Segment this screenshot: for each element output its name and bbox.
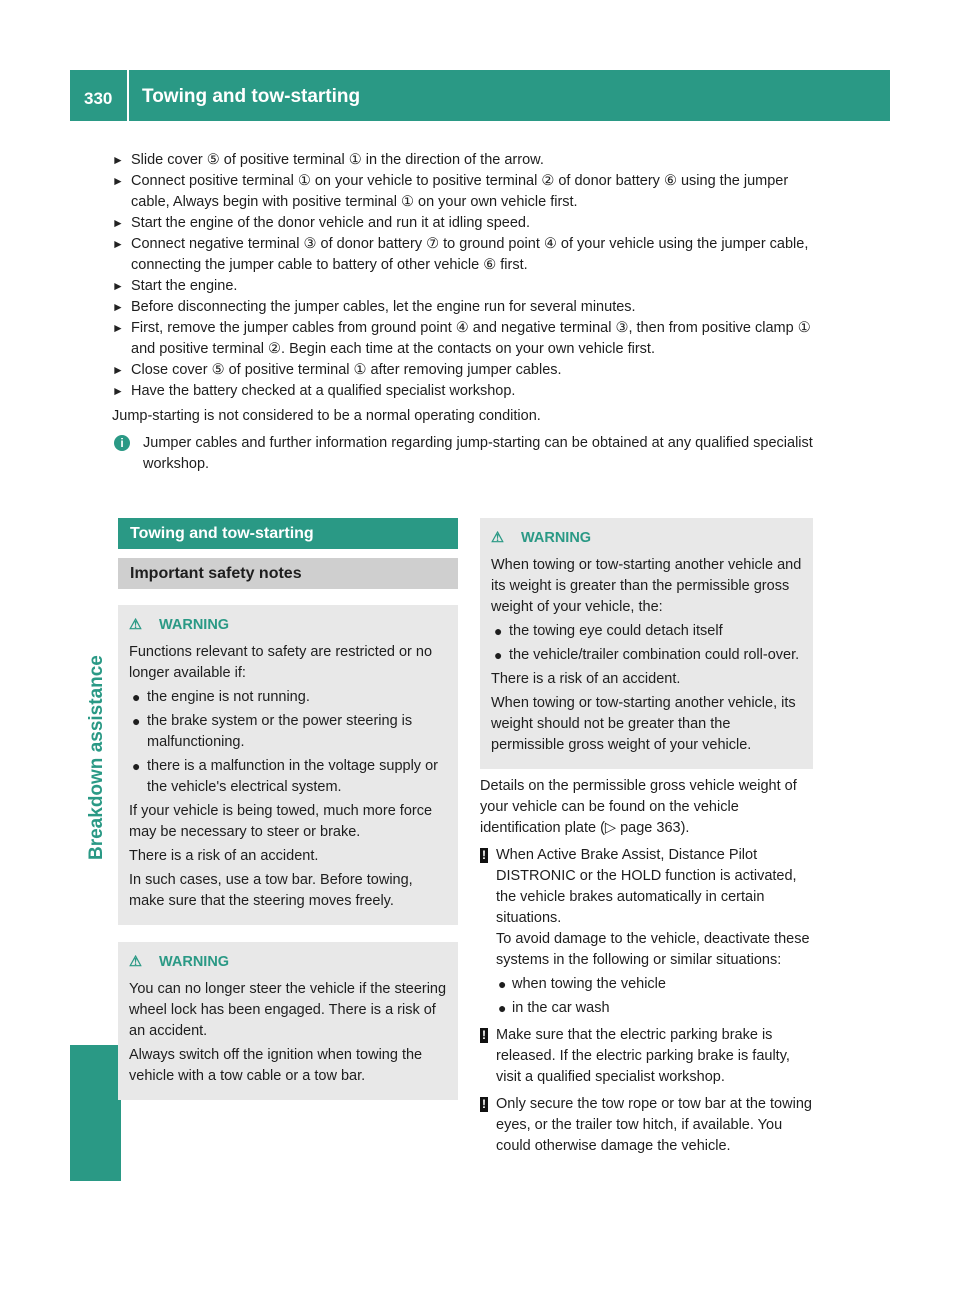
chapter-tab-marker <box>70 1045 121 1181</box>
warning-text: If your vehicle is being towed, much more force may be necessary to steer or brake. <box>129 803 433 840</box>
right-body <box>480 776 813 1157</box>
caution-note: ! Make sure that the electric parking brake is released. If the electric parking brake is faulty, visit a qualified specialist workshop. <box>482 1027 790 1085</box>
bullet-item: ● the towing eye could detach itself <box>491 621 803 642</box>
bullet-icon: ● <box>132 689 141 705</box>
bullet-icon: ● <box>494 623 503 639</box>
warning-text: There is a risk of an accident. <box>491 671 681 687</box>
step-arrow-icon: ► <box>112 153 124 167</box>
warning-text: Always switch off the ignition when towing the vehicle with a tow cable or a tow bar. <box>129 1047 423 1084</box>
header-divider <box>127 70 129 121</box>
left-column <box>118 518 458 1100</box>
step-arrow-icon: ► <box>112 363 124 377</box>
bullet-icon: ● <box>498 1000 507 1016</box>
step-item: ► Close cover ⑤ of positive terminal ① after removing jumper cables. <box>112 360 814 381</box>
step-arrow-icon: ► <box>112 384 124 398</box>
warning-text: When towing or tow-starting another vehicle and its weight is greater than the permissible gross weight of your vehicle, the: <box>491 557 802 615</box>
warning-box <box>118 605 458 925</box>
warning-triangle-icon: ⚠ <box>129 617 142 633</box>
step-item: ► Slide cover ⑤ of positive terminal ① in the direction of the arrow. <box>112 150 814 171</box>
warning-heading: ⚠ WARNING <box>129 952 448 973</box>
warning-triangle-icon: ⚠ <box>129 954 142 970</box>
chapter-side-label: Breakdown assistance <box>86 655 107 860</box>
bullet-icon: ● <box>132 713 141 729</box>
right-column <box>480 518 813 1157</box>
warning-text: There is a risk of an accident. <box>129 848 319 864</box>
warning-text: Functions relevant to safety are restricted or no longer available if: <box>129 644 433 681</box>
warning-box <box>480 518 813 769</box>
bullet-icon: ● <box>498 976 507 992</box>
warning-heading: ⚠ WARNING <box>491 528 803 549</box>
step-arrow-icon: ► <box>112 216 124 230</box>
step-item: ► Have the battery checked at a qualified specialist workshop. <box>112 381 814 402</box>
page-title: Towing and tow-starting <box>142 86 361 107</box>
bullet-item: ● the engine is not running. <box>129 687 448 708</box>
caution-note: ! Only secure the tow rope or tow bar at the towing eyes, or the trailer tow hitch, if available. You could otherwise damage the vehicle. <box>482 1096 812 1154</box>
warning-text: You can no longer steer the vehicle if the steering wheel lock has been engaged. There is a risk of an accident. <box>129 981 447 1039</box>
warning-text: When towing or tow-starting another vehicle, its weight should not be greater than the permissible gross weight of your vehicle. <box>491 695 796 753</box>
bullet-item: ● when towing the vehicle <box>496 974 813 995</box>
step-item: ► Connect positive terminal ① on your vehicle to positive terminal ② of donor battery ⑥ using the jumper cable, Always begin with positive terminal ① on your own vehicle first. <box>112 173 789 210</box>
step-arrow-icon: ► <box>112 321 124 335</box>
step-item: ► Connect negative terminal ③ of donor battery ⑦ to ground point ④ of your vehicle using the jumper cable, connecting the jumper cable to battery of other vehicle ⑥ first. <box>112 236 809 273</box>
bullet-item: ● in the car wash <box>496 998 813 1019</box>
details-text: Details on the permissible gross vehicle weight of your vehicle can be found on the vehicle identification plate (▷ page 363). <box>480 778 797 836</box>
bullet-item: ● there is a malfunction in the voltage supply or the vehicle's electrical system. <box>132 758 438 795</box>
warning-heading: ⚠ WARNING <box>129 615 448 636</box>
warning-triangle-icon: ⚠ <box>491 530 504 546</box>
step-arrow-icon: ► <box>112 300 124 314</box>
step-item: ► Before disconnecting the jumper cables, let the engine run for several minutes. <box>112 297 814 318</box>
bullet-icon: ● <box>494 647 503 663</box>
condition-note: Jump-starting is not considered to be a normal operating condition. <box>112 408 541 424</box>
bullet-item: ● the brake system or the power steering is malfunctioning. <box>132 713 413 750</box>
page-number: 330 <box>84 89 113 108</box>
step-arrow-icon: ► <box>112 279 124 293</box>
page-header <box>70 70 890 121</box>
step-arrow-icon: ► <box>112 237 124 251</box>
exclamation-icon: ! <box>482 1097 486 1111</box>
exclamation-icon: ! <box>482 1028 486 1042</box>
bullet-item: ● the vehicle/trailer combination could roll-over. <box>491 645 803 666</box>
section-heading: Towing and tow-starting <box>118 518 458 549</box>
step-item: ► Start the engine. <box>112 276 814 297</box>
warning-box <box>118 942 458 1100</box>
subsection-heading: Important safety notes <box>118 558 458 589</box>
jump-start-steps <box>112 150 814 475</box>
step-item: ► First, remove the jumper cables from ground point ④ and negative terminal ③, then from positive clamp ① and positive terminal ②. Begin each time at the contacts on your own vehicle first. <box>112 320 811 357</box>
bullet-icon: ● <box>132 758 141 774</box>
info-note: i Jumper cables and further information regarding jump-starting can be obtained at any qualified specialist workshop. <box>112 433 814 475</box>
step-arrow-icon: ► <box>112 174 124 188</box>
step-item: ► Start the engine of the donor vehicle and run it at idling speed. <box>112 213 814 234</box>
exclamation-icon: ! <box>482 848 486 862</box>
info-icon: i <box>114 435 130 451</box>
warning-text: In such cases, use a tow bar. Before towing, make sure that the steering moves freely. <box>129 872 413 909</box>
caution-note: ! When Active Brake Assist, Distance Pilot DISTRONIC or the HOLD function is activated, the vehicle brakes automatically in certain situations. To avoid damage to the vehicle, deactivate these systems in the following or similar situations: ● when towing the vehicle ● in the car wash <box>480 845 813 1019</box>
